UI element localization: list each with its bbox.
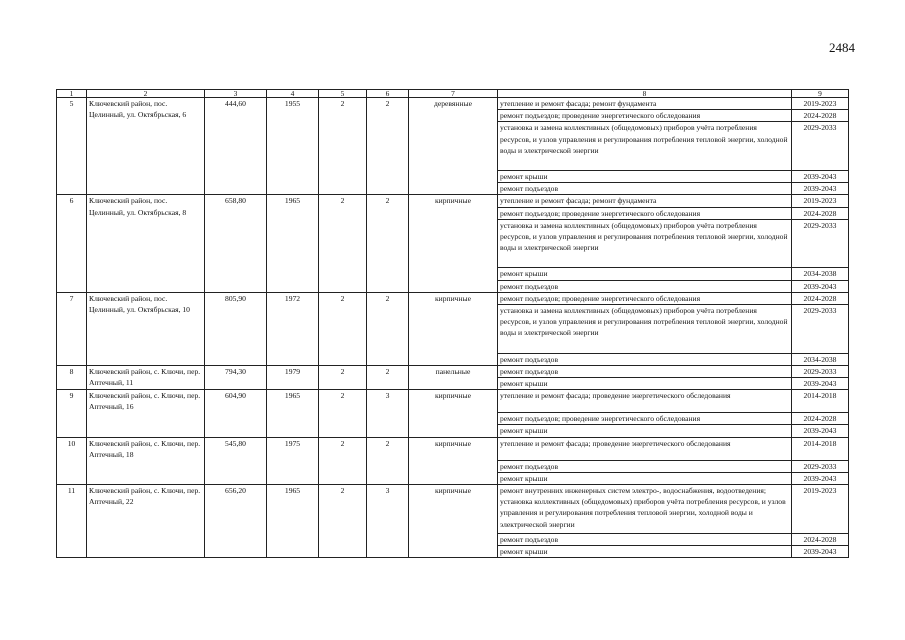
address-cell: Ключевский район, с. Ключи, пер. Аптечный, 22 <box>87 485 205 558</box>
year-cell: 1965 <box>267 485 319 558</box>
period-cell: 2034-2038 <box>792 353 849 365</box>
work-type-cell: установка и замена коллективных (общедомовых) приборов учёта потребления ресурсов, и узлов управления и регулирования потребления тепловой энергии, холодной воды и электрической энергии <box>498 219 792 268</box>
work-type-cell: утепление и ремонт фасада; проведение энергетического обследования <box>498 390 792 413</box>
work-type-cell: ремонт внутренних инженерных систем электро-, водоснабжения, водоотведения; установка коллективных (общедомовых) приборов учёта потребления ресурсов, и узлов управления и регулирования потребления тепловой энергии, холодной воды и электрической энергии <box>498 485 792 534</box>
address-cell: Ключевский район, пос. Целинный, ул. Октябрьская, 6 <box>87 98 205 195</box>
work-type-cell: ремонт крыши <box>498 268 792 280</box>
floors-cell: 2 <box>319 365 367 389</box>
header-row <box>57 90 849 98</box>
period-cell: 2019-2023 <box>792 195 849 207</box>
period-cell: 2019-2023 <box>792 485 849 534</box>
table-row <box>57 485 849 534</box>
period-cell: 2039-2043 <box>792 378 849 390</box>
period-cell: 2029-2033 <box>792 122 849 171</box>
year-cell: 1965 <box>267 390 319 437</box>
wall-material-cell: панельные <box>409 365 498 389</box>
wall-material-cell: кирпичные <box>409 195 498 292</box>
work-type-cell: ремонт крыши <box>498 472 792 484</box>
row-number-cell: 8 <box>57 365 87 389</box>
period-cell: 2019-2023 <box>792 98 849 110</box>
floors-cell: 2 <box>319 195 367 292</box>
work-type-cell: ремонт подъездов; проведение энергетического обследования <box>498 207 792 219</box>
period-cell: 2039-2043 <box>792 280 849 292</box>
floors-cell: 2 <box>319 98 367 195</box>
header-cell: 5 <box>319 90 367 98</box>
row-number-cell: 9 <box>57 390 87 437</box>
entrances-cell: 2 <box>367 98 409 195</box>
period-cell: 2034-2038 <box>792 268 849 280</box>
table-row <box>57 292 849 304</box>
table-row <box>57 195 849 207</box>
entrances-cell: 2 <box>367 437 409 484</box>
period-cell: 2039-2043 <box>792 545 849 557</box>
work-type-cell: утепление и ремонт фасада; ремонт фундамента <box>498 195 792 207</box>
period-cell: 2039-2043 <box>792 472 849 484</box>
area-cell: 658,80 <box>205 195 267 292</box>
period-cell: 2039-2043 <box>792 171 849 183</box>
work-type-cell: ремонт подъездов <box>498 353 792 365</box>
header-cell: 4 <box>267 90 319 98</box>
work-type-cell: утепление и ремонт фасада; проведение энергетического обследования <box>498 437 792 460</box>
table-body <box>57 90 849 558</box>
entrances-cell: 3 <box>367 390 409 437</box>
address-cell: Ключевский район, с. Ключи, пер. Аптечный, 11 <box>87 365 205 389</box>
period-cell: 2024-2028 <box>792 292 849 304</box>
wall-material-cell: кирпичные <box>409 485 498 558</box>
row-number-cell: 5 <box>57 98 87 195</box>
address-cell: Ключевский район, с. Ключи, пер. Аптечный, 18 <box>87 437 205 484</box>
year-cell: 1975 <box>267 437 319 484</box>
period-cell: 2039-2043 <box>792 183 849 195</box>
work-type-cell: ремонт крыши <box>498 171 792 183</box>
floors-cell: 2 <box>319 292 367 365</box>
year-cell: 1979 <box>267 365 319 389</box>
entrances-cell: 2 <box>367 292 409 365</box>
period-cell: 2014-2018 <box>792 390 849 413</box>
work-type-cell: ремонт подъездов <box>498 280 792 292</box>
row-number-cell: 6 <box>57 195 87 292</box>
entrances-cell: 2 <box>367 195 409 292</box>
period-cell: 2029-2033 <box>792 365 849 377</box>
header-cell: 9 <box>792 90 849 98</box>
area-cell: 604,90 <box>205 390 267 437</box>
work-type-cell: ремонт подъездов <box>498 365 792 377</box>
area-cell: 805,90 <box>205 292 267 365</box>
work-type-cell: ремонт подъездов; проведение энергетического обследования <box>498 110 792 122</box>
work-type-cell: ремонт подъездов <box>498 460 792 472</box>
period-cell: 2029-2033 <box>792 219 849 268</box>
work-type-cell: установка и замена коллективных (общедомовых) приборов учёта потребления ресурсов, и узлов управления и регулирования потребления тепловой энергии, холодной воды и электрической энергии <box>498 305 792 354</box>
table-row <box>57 365 849 377</box>
header-cell: 6 <box>367 90 409 98</box>
work-type-cell: ремонт крыши <box>498 425 792 437</box>
address-cell: Ключевский район, пос. Целинный, ул. Октябрьская, 10 <box>87 292 205 365</box>
page-number: 2484 <box>829 40 855 55</box>
period-cell: 2024-2028 <box>792 413 849 425</box>
address-cell: Ключевский район, с. Ключи, пер. Аптечный, 16 <box>87 390 205 437</box>
period-cell: 2029-2033 <box>792 460 849 472</box>
wall-material-cell: кирпичные <box>409 292 498 365</box>
wall-material-cell: кирпичные <box>409 390 498 437</box>
work-type-cell: ремонт подъездов; проведение энергетического обследования <box>498 413 792 425</box>
year-cell: 1965 <box>267 195 319 292</box>
area-cell: 794,30 <box>205 365 267 389</box>
row-number-cell: 7 <box>57 292 87 365</box>
area-cell: 545,80 <box>205 437 267 484</box>
floors-cell: 2 <box>319 390 367 437</box>
table-row <box>57 437 849 460</box>
work-type-cell: ремонт подъездов; проведение энергетического обследования <box>498 292 792 304</box>
period-cell: 2024-2028 <box>792 533 849 545</box>
header-cell: 1 <box>57 90 87 98</box>
row-number-cell: 11 <box>57 485 87 558</box>
header-cell: 8 <box>498 90 792 98</box>
header-cell: 7 <box>409 90 498 98</box>
entrances-cell: 3 <box>367 485 409 558</box>
table-row <box>57 390 849 413</box>
period-cell: 2024-2028 <box>792 110 849 122</box>
work-type-cell: ремонт крыши <box>498 378 792 390</box>
area-cell: 444,60 <box>205 98 267 195</box>
year-cell: 1955 <box>267 98 319 195</box>
floors-cell: 2 <box>319 437 367 484</box>
floors-cell: 2 <box>319 485 367 558</box>
wall-material-cell: деревянные <box>409 98 498 195</box>
area-cell: 656,20 <box>205 485 267 558</box>
year-cell: 1972 <box>267 292 319 365</box>
period-cell: 2029-2033 <box>792 305 849 354</box>
period-cell: 2014-2018 <box>792 437 849 460</box>
period-cell: 2024-2028 <box>792 207 849 219</box>
wall-material-cell: кирпичные <box>409 437 498 484</box>
row-number-cell: 10 <box>57 437 87 484</box>
work-type-cell: ремонт подъездов <box>498 533 792 545</box>
work-type-cell: ремонт подъездов <box>498 183 792 195</box>
address-cell: Ключевский район, пос. Целинный, ул. Октябрьская, 8 <box>87 195 205 292</box>
work-type-cell: установка и замена коллективных (общедомовых) приборов учёта потребления ресурсов, и узлов управления и регулирования потребления тепловой энергии, холодной воды и электрической энергии <box>498 122 792 171</box>
entrances-cell: 2 <box>367 365 409 389</box>
header-cell: 3 <box>205 90 267 98</box>
header-cell: 2 <box>87 90 205 98</box>
table-row <box>57 98 849 110</box>
work-type-cell: ремонт крыши <box>498 545 792 557</box>
period-cell: 2039-2043 <box>792 425 849 437</box>
work-type-cell: утепление и ремонт фасада; ремонт фундамента <box>498 98 792 110</box>
repair-schedule-table <box>56 89 849 558</box>
